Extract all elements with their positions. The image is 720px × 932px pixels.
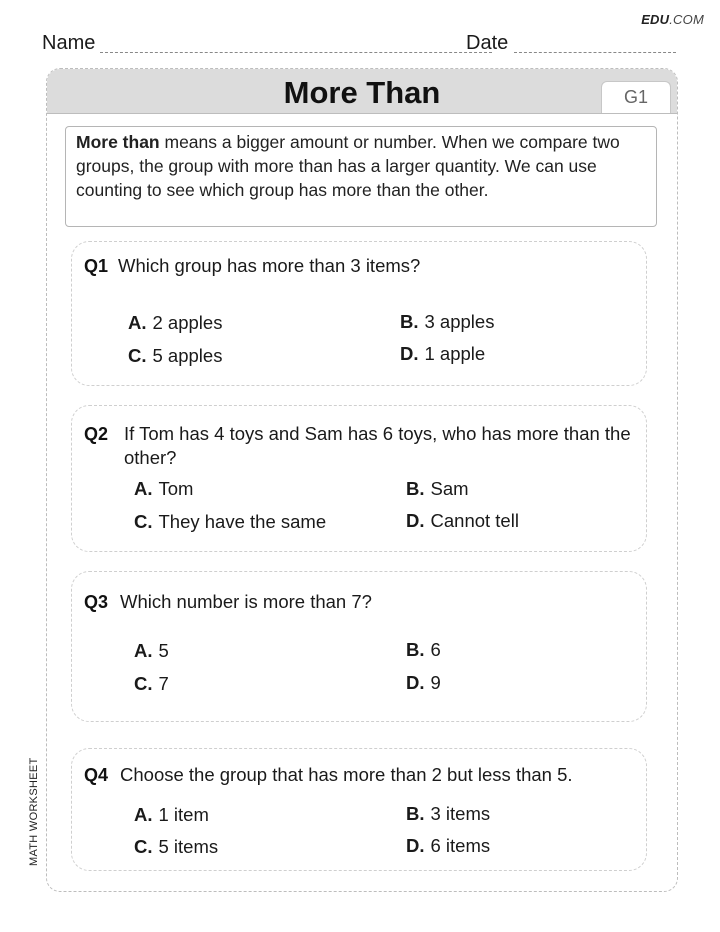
question-4 [71, 748, 647, 871]
option-letter: A. [134, 478, 153, 499]
question-number: Q4 [84, 765, 109, 785]
option-d[interactable] [406, 510, 519, 532]
option-letter: C. [134, 673, 153, 694]
worksheet [46, 68, 678, 892]
option-letter: D. [406, 510, 425, 531]
option-d[interactable] [400, 343, 485, 365]
option-letter: A. [128, 312, 147, 333]
name-field[interactable] [100, 52, 492, 53]
option-text: 5 [158, 640, 169, 661]
option-text: They have the same [158, 511, 327, 532]
worksheet-header [47, 69, 677, 114]
option-letter: A. [134, 640, 153, 661]
name-label: Name [42, 32, 96, 54]
option-text: 5 apples [152, 345, 223, 366]
side-label: MATH WORKSHEET [28, 757, 40, 866]
option-letter: D. [400, 343, 419, 364]
option-text: 6 [430, 639, 441, 660]
option-text: 7 [158, 673, 169, 694]
option-text: 6 items [430, 835, 491, 856]
grade-badge: G1 [601, 81, 671, 113]
option-letter: C. [134, 511, 153, 532]
option-b[interactable] [406, 639, 441, 661]
intro-term: More than [76, 132, 160, 152]
option-a[interactable] [134, 478, 193, 500]
date-label: Date [466, 32, 509, 54]
question-text: Which group has more than 3 items? [118, 255, 421, 276]
question-number: Q3 [84, 592, 109, 612]
option-c[interactable] [134, 836, 218, 858]
option-letter: B. [406, 803, 425, 824]
option-text: Cannot tell [430, 510, 519, 531]
option-c[interactable] [128, 345, 222, 367]
option-text: 1 apple [424, 343, 486, 364]
option-b[interactable] [400, 311, 494, 333]
option-a[interactable] [134, 804, 209, 826]
option-c[interactable] [134, 511, 326, 533]
worksheet-title: More Than [283, 75, 441, 110]
option-text: 9 [430, 672, 441, 693]
option-letter: D. [406, 672, 425, 693]
option-text: 3 items [430, 803, 491, 824]
option-letter: D. [406, 835, 425, 856]
option-a[interactable] [134, 640, 169, 662]
option-text: 5 items [158, 836, 219, 857]
question-2 [71, 405, 647, 552]
option-letter: B. [406, 639, 425, 660]
option-b[interactable] [406, 478, 469, 500]
brand-logo: EDU.COM [641, 12, 704, 27]
option-letter: C. [134, 836, 153, 857]
option-d[interactable] [406, 672, 441, 694]
question-1 [71, 241, 647, 386]
option-letter: C. [128, 345, 147, 366]
option-text: Tom [158, 478, 194, 499]
option-c[interactable] [134, 673, 169, 695]
option-text: Sam [430, 478, 469, 499]
name-date-row [42, 32, 676, 56]
question-text: Choose the group that has more than 2 but less than 5. [120, 764, 573, 785]
option-d[interactable] [406, 835, 490, 857]
question-3 [71, 571, 647, 722]
question-number: Q1 [84, 256, 109, 276]
question-number: Q2 [84, 424, 109, 444]
question-text: Which number is more than 7? [120, 591, 372, 612]
option-letter: A. [134, 804, 153, 825]
option-text: 2 apples [152, 312, 223, 333]
option-letter: B. [400, 311, 419, 332]
option-a[interactable] [128, 312, 222, 334]
option-b[interactable] [406, 803, 490, 825]
intro-text: means a bigger amount or number. When we compare two groups, the group with more than has a larger quantity. We can use counting to see which group has more than the other. [76, 132, 620, 200]
date-field[interactable] [514, 52, 676, 53]
option-text: 3 apples [424, 311, 495, 332]
question-text: If Tom has 4 toys and Sam has 6 toys, who has more than the other? [124, 423, 631, 468]
option-text: 1 item [158, 804, 209, 825]
intro-box [65, 126, 657, 227]
option-letter: B. [406, 478, 425, 499]
